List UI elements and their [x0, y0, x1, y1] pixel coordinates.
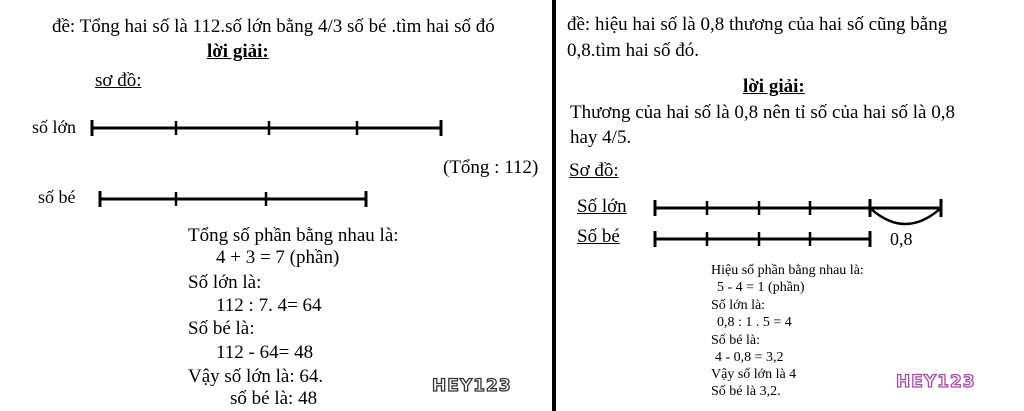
- right-difference-brace: [870, 208, 941, 224]
- right-solution-line: Số bé là:: [711, 333, 760, 348]
- right-big-number-bar: [655, 199, 941, 217]
- left-big-number-label: số lớn: [32, 117, 77, 137]
- right-solution-line: Số bé là 3,2.: [711, 384, 781, 399]
- left-solution-line: số bé là: 48: [230, 388, 318, 409]
- left-solution-line: 112 - 64= 48: [216, 342, 314, 363]
- right-explanation-line-1: Thương của hai số là 0,8 nên tỉ số của hai số là 0,8: [570, 102, 955, 123]
- right-solution-line: 0,8 : 1 . 5 = 4: [717, 315, 792, 330]
- left-solution-line: Vậy số lớn là: 64.: [188, 366, 324, 387]
- left-problem-text: đề: Tổng hai số là 112.số lớn bằng 4/3 số bé .tìm hai số đó: [52, 16, 495, 37]
- left-watermark-logo: HEY123: [432, 376, 512, 396]
- left-small-number-bar: [100, 191, 366, 207]
- right-solution-line: Hiệu số phần bằng nhau là:: [711, 263, 864, 278]
- right-problem-line-1: đề: hiệu hai số là 0,8 thương của hai số cũng bằng: [567, 14, 948, 35]
- left-solution-line: 4 + 3 = 7 (phần): [216, 247, 340, 268]
- right-big-number-label: Số lớn: [577, 196, 627, 217]
- right-explanation-line-2: hay 4/5.: [570, 127, 632, 148]
- right-solution-line: Vậy số lớn là 4: [711, 367, 797, 382]
- right-solution-line: 5 - 4 = 1 (phần): [717, 280, 805, 295]
- left-big-number-bar: [92, 120, 441, 136]
- right-solution-line: Số lớn là:: [711, 298, 766, 313]
- right-difference-label: 0,8: [890, 229, 913, 249]
- left-solution-line: 112 : 7. 4= 64: [216, 295, 322, 316]
- left-solution-line: Số lớn là:: [188, 272, 262, 293]
- right-solution-heading: lời giải:: [743, 76, 805, 97]
- right-watermark-logo: HEY123: [896, 372, 976, 392]
- left-solution-line: Tổng số phần bằng nhau là:: [188, 225, 399, 246]
- right-small-number-label: Số bé: [577, 226, 620, 247]
- left-diagram-label: sơ đồ:: [95, 70, 142, 91]
- left-solution-line: Số bé là:: [188, 318, 255, 339]
- right-small-number-bar: [655, 231, 870, 247]
- right-problem-line-2: 0,8.tìm hai số đó.: [567, 40, 699, 61]
- right-diagram-label: Sơ đồ:: [569, 160, 619, 181]
- left-solution-heading: lời giải:: [207, 41, 269, 62]
- left-total-label: (Tổng : 112): [443, 157, 539, 178]
- left-small-number-label: số bé: [38, 187, 76, 207]
- right-solution-line: 4 - 0,8 = 3,2: [715, 350, 784, 365]
